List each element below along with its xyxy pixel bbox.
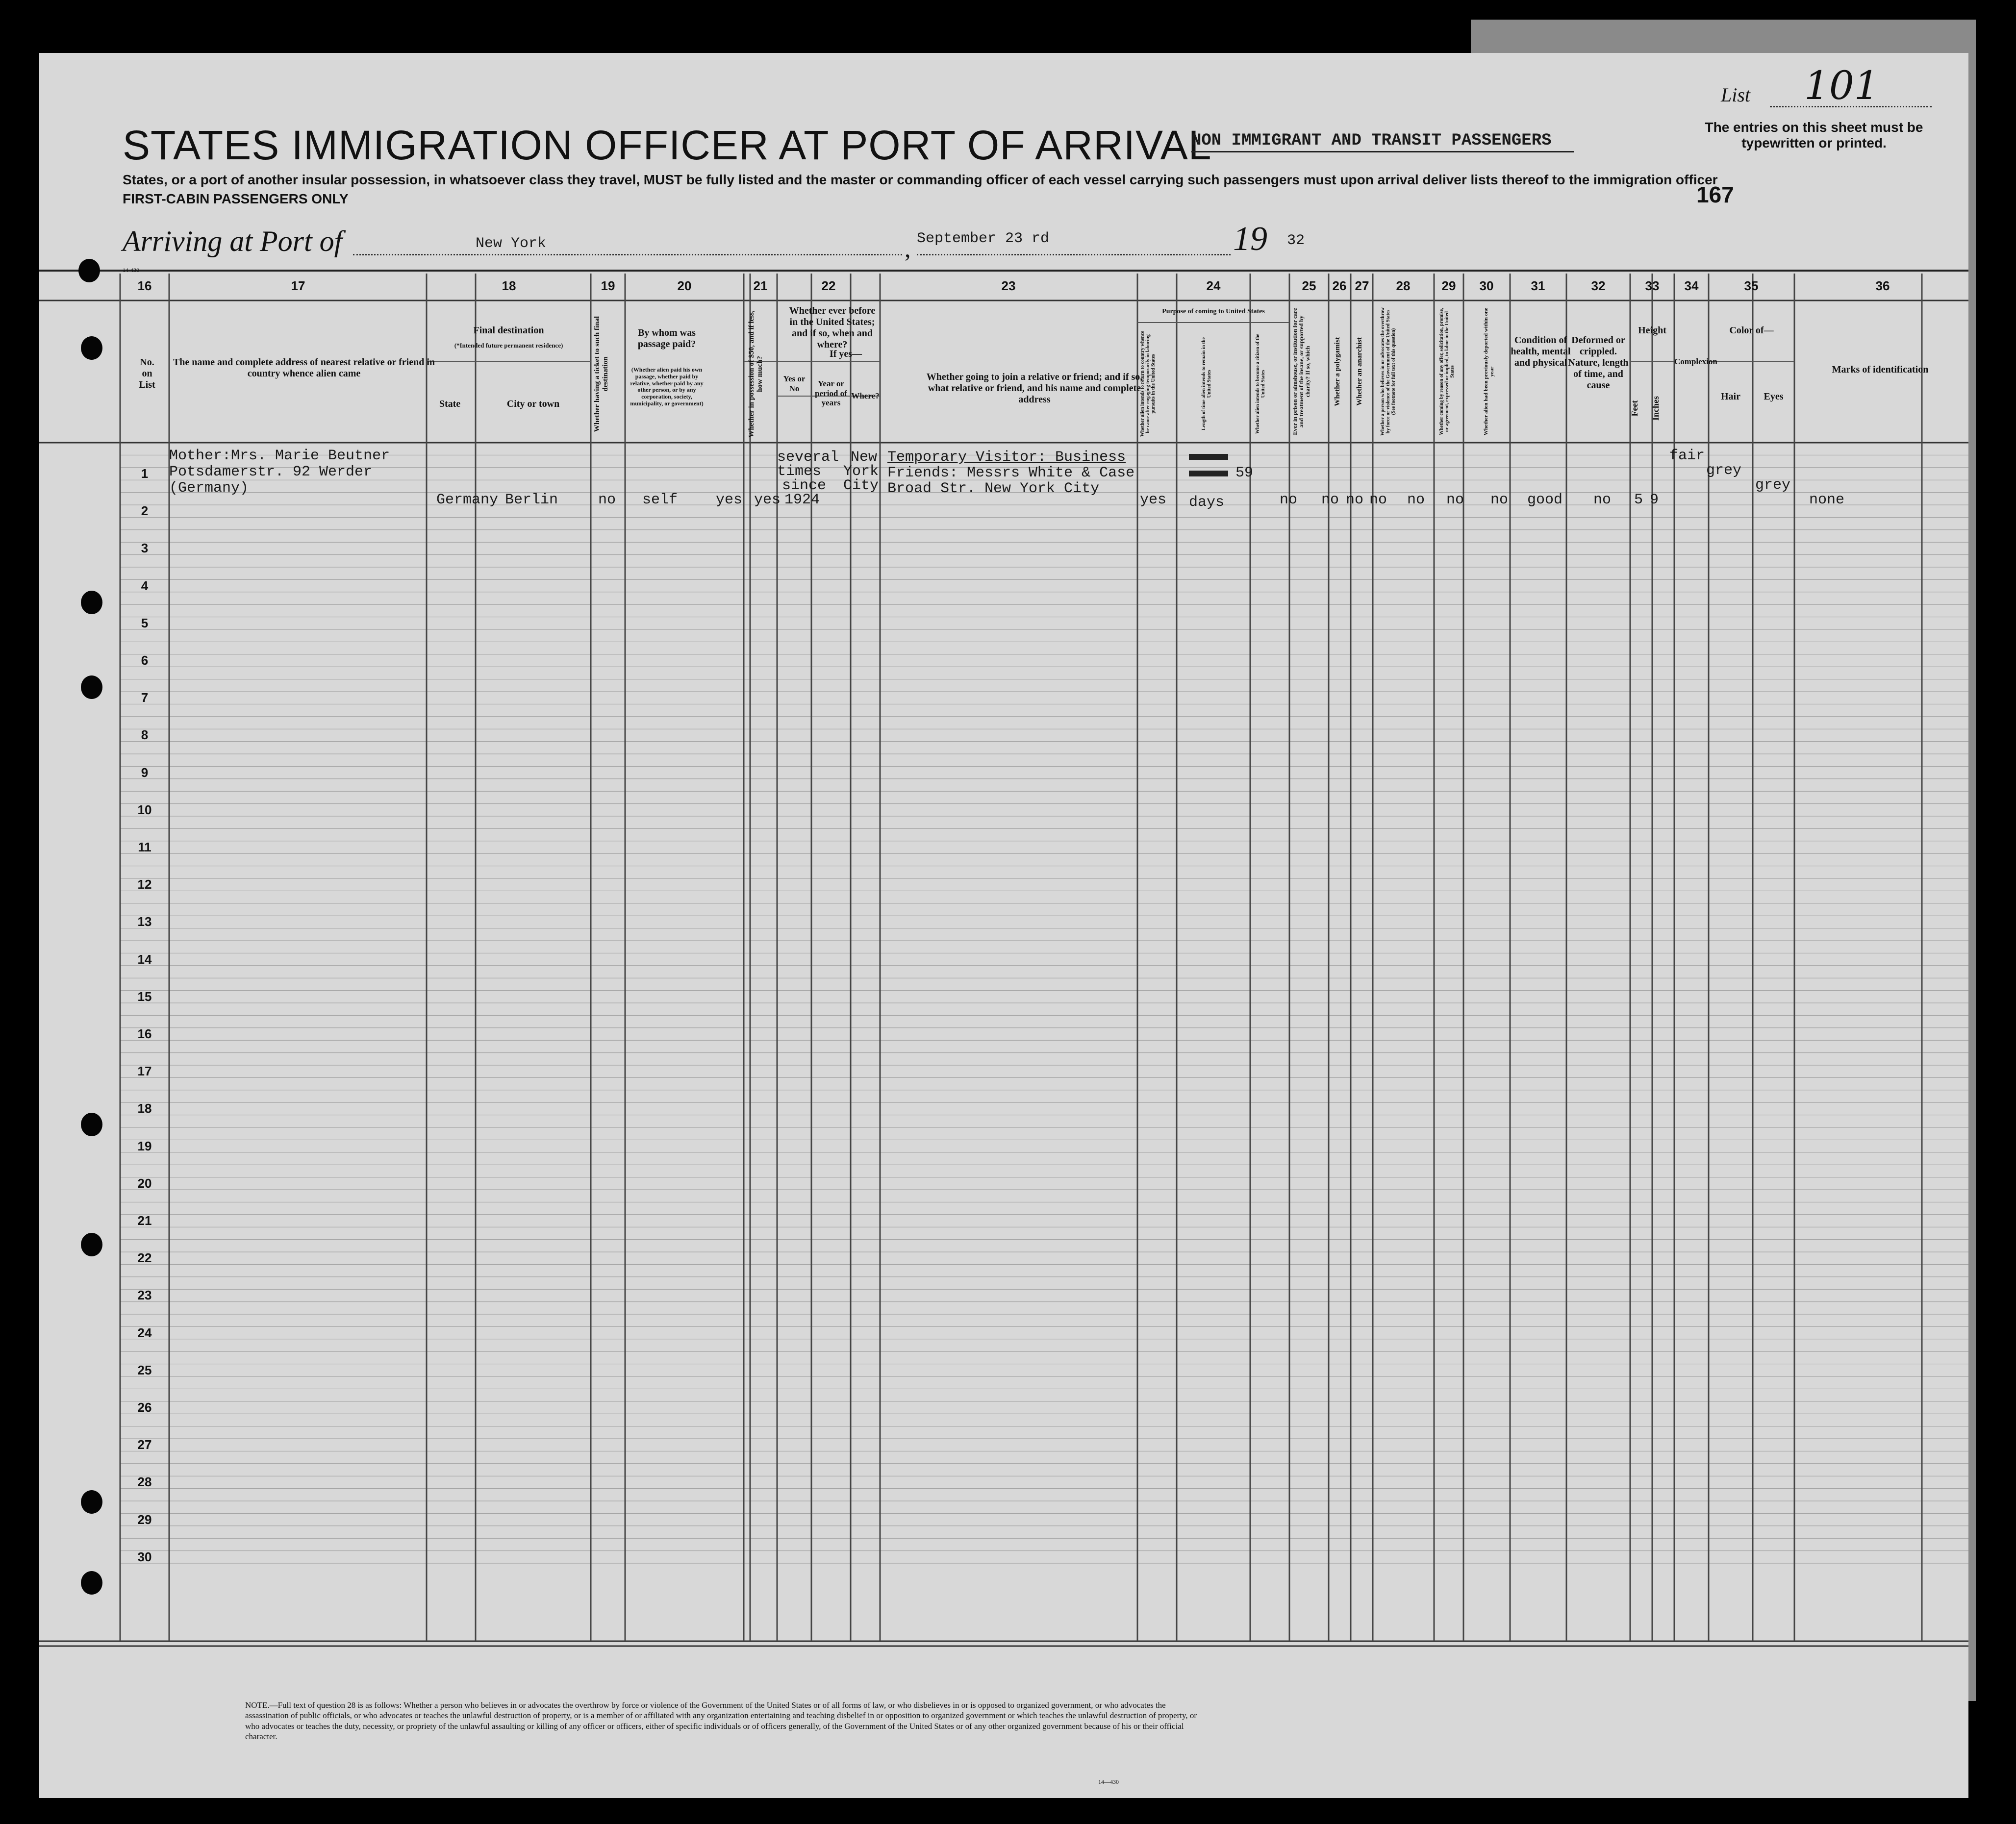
entry-anarchist: no bbox=[1369, 492, 1387, 508]
row-number: 24 bbox=[137, 1325, 152, 1340]
entry-period-1: several bbox=[777, 449, 839, 466]
column-number: 30 bbox=[1479, 278, 1494, 293]
column-number: 28 bbox=[1396, 278, 1411, 293]
port-value: New York bbox=[476, 235, 547, 252]
list-label: List bbox=[1721, 84, 1751, 106]
table-grid bbox=[39, 53, 1968, 1798]
col18-state: State bbox=[439, 399, 461, 409]
col22-ifyes: If yes— bbox=[829, 349, 862, 359]
entry-length-value: 59 bbox=[1235, 465, 1254, 481]
row-number: 20 bbox=[137, 1175, 152, 1191]
entry-marks: none bbox=[1809, 492, 1845, 508]
column-number: 29 bbox=[1441, 278, 1456, 293]
col22-year: Year or period of years bbox=[815, 379, 847, 408]
col22-header: Whether ever before in the United States; and if so, when and where? bbox=[789, 305, 876, 350]
punch-hole bbox=[81, 591, 102, 614]
punch-hole bbox=[81, 1113, 102, 1136]
row-number: 21 bbox=[137, 1213, 152, 1228]
col23-header: Whether going to join a relative or friend; and if so, what relative or friend, and his name and complete address bbox=[926, 372, 1143, 405]
row-number: 8 bbox=[141, 727, 149, 743]
column-number: 36 bbox=[1875, 278, 1890, 293]
cabin-class: FIRST-CABIN PASSENGERS ONLY bbox=[123, 191, 349, 206]
row-number: 6 bbox=[141, 653, 149, 668]
entry-complexion: fair bbox=[1669, 448, 1705, 464]
row-number: 7 bbox=[141, 690, 149, 705]
page-number: 167 bbox=[1696, 182, 1734, 207]
entry-citizen: no bbox=[1280, 492, 1298, 508]
entry-hair: grey bbox=[1706, 462, 1742, 479]
row-number: 9 bbox=[141, 765, 149, 780]
entry-relative-line3: (Germany) bbox=[169, 480, 249, 497]
col30-header: Whether alien had been previously deported within one year bbox=[1483, 307, 1495, 436]
entry-paid-by: self bbox=[642, 492, 678, 508]
column-number: 33 bbox=[1645, 278, 1660, 293]
punch-hole bbox=[81, 1571, 102, 1595]
comma: , bbox=[905, 235, 911, 262]
year-prefix: 19 bbox=[1233, 220, 1267, 258]
row-number: 17 bbox=[137, 1064, 152, 1079]
row-number: 26 bbox=[137, 1400, 152, 1415]
date-value: September 23 rd bbox=[917, 230, 1050, 247]
col21-header: Whether in possession of $50, and if less, how much? bbox=[748, 310, 764, 438]
col27-header: Whether an anarchist bbox=[1356, 337, 1363, 406]
column-number: 17 bbox=[291, 278, 305, 293]
year-suffix: 32 bbox=[1287, 232, 1305, 249]
column-number: 25 bbox=[1302, 278, 1316, 293]
entry-overthrow: no bbox=[1407, 492, 1425, 508]
column-number: 27 bbox=[1355, 278, 1369, 293]
row-number: 22 bbox=[137, 1250, 152, 1266]
entry-deported: no bbox=[1490, 492, 1509, 508]
entry-city: Berlin bbox=[505, 492, 558, 508]
row-number: 18 bbox=[137, 1101, 152, 1116]
entry-polygamist: no bbox=[1346, 492, 1364, 508]
column-number: 34 bbox=[1684, 278, 1699, 293]
row-number: 4 bbox=[141, 578, 149, 593]
col19-header: Whether having a ticket to such final destination bbox=[593, 316, 609, 432]
column-number: 26 bbox=[1332, 278, 1347, 293]
col24a-header: Whether alien intends to return to country whence he came after engaging temporarily in laboring pursuits in the United States bbox=[1140, 331, 1156, 437]
row-number: 5 bbox=[141, 615, 149, 630]
entry-feet: 5 bbox=[1634, 492, 1643, 508]
entry-where-3: City bbox=[843, 477, 879, 494]
footnote: NOTE.—Full text of question 28 is as follows: Whether a person who believes in or advocates the overthrow by force or violence of the Government of the United States or of all forms of law, or who disbelieves in or is opposed to organized government, or who advocates the assassination of public officials, or who advocates or teaches the unlawful destruction of property, or is a member of or affiliated with any organization entertaining and teaching disbelief in or opposition to organized government or which teaches the unlawful destruction of property, or who advocates or teaches the duty, necessity, or propriety of the unlawful assaulting or killing of any officer or officers, either of specific individuals or of officers generally, of the Government of the United States or of any other organized government because of his or their official character. bbox=[245, 1700, 1197, 1741]
col20-header: By whom was passage paid? bbox=[637, 327, 696, 350]
row-number: 13 bbox=[137, 914, 152, 929]
row-number: 28 bbox=[137, 1474, 152, 1490]
col17-header: The name and complete address of nearest relative or friend in country whence alien came bbox=[173, 357, 435, 379]
class-label: NON IMMIGRANT AND TRANSIT PASSENGERS bbox=[1191, 131, 1552, 150]
col25-header: Ever in prison or almshouse, or institution for care and treatment of the insane, or supported by charity? If so, which bbox=[1291, 308, 1311, 435]
col24c-header: Whether alien intends to become a citizen of the United States bbox=[1255, 333, 1266, 434]
punch-hole bbox=[81, 1233, 102, 1256]
strikethrough-mark bbox=[1189, 454, 1228, 460]
row-number: 1 bbox=[141, 466, 149, 481]
column-number: 21 bbox=[753, 278, 768, 293]
col24-header: Purpose of coming to United States bbox=[1162, 308, 1265, 315]
col35-header: Color of— bbox=[1729, 325, 1774, 336]
entry-prison: no bbox=[1321, 492, 1339, 508]
entry-offer-labor: no bbox=[1446, 492, 1464, 508]
entry-period-4: 1924 bbox=[784, 492, 820, 508]
col26-header: Whether a polygamist bbox=[1334, 337, 1341, 406]
entry-relative-line1: Mother:Mrs. Marie Beutner bbox=[169, 448, 390, 464]
col33-inches: Inches bbox=[1651, 396, 1661, 421]
row-number: 16 bbox=[137, 1026, 152, 1041]
col22-yesno: Yes or No bbox=[783, 374, 806, 393]
entry-relative-line2: Potsdamerstr. 92 Werder bbox=[169, 464, 373, 480]
column-number: 22 bbox=[821, 278, 836, 293]
col22-where: Where? bbox=[851, 391, 880, 400]
footnote-code: 14—430 bbox=[1098, 1778, 1119, 1785]
col35-eyes: Eyes bbox=[1764, 391, 1784, 402]
form-title: STATES IMMIGRATION OFFICER AT PORT OF ARRIVAL bbox=[123, 122, 1212, 168]
row-number: 29 bbox=[137, 1512, 152, 1527]
column-number: 24 bbox=[1206, 278, 1221, 293]
entry-deformed: no bbox=[1593, 492, 1612, 508]
col24b-header: Length of time alien intends to remain in the United States bbox=[1201, 337, 1212, 430]
strikethrough-mark bbox=[1189, 471, 1228, 476]
col18-city: City or town bbox=[506, 399, 560, 409]
entry-period-2: times bbox=[777, 463, 822, 480]
entry-has-50: yes bbox=[716, 492, 743, 508]
entry-length-unit: days bbox=[1189, 494, 1225, 511]
column-number: 20 bbox=[677, 278, 692, 293]
entry-where-2: York bbox=[843, 463, 879, 480]
col18-subheader: (*Intended future permanent residence) bbox=[454, 342, 563, 349]
row-number: 27 bbox=[137, 1437, 152, 1452]
entry-join-2: Friends: Messrs White & Case bbox=[887, 465, 1135, 481]
column-number: 16 bbox=[137, 278, 152, 293]
entry-ticket: no bbox=[598, 492, 616, 508]
col18-header: Final destination bbox=[473, 325, 544, 336]
punch-hole bbox=[81, 1490, 102, 1514]
column-number: 18 bbox=[502, 278, 516, 293]
entry-state: Germany bbox=[436, 492, 499, 508]
row-number: 25 bbox=[137, 1362, 152, 1377]
entry-return: yes bbox=[1140, 492, 1167, 508]
col35-hair: Hair bbox=[1721, 391, 1740, 402]
row-number: 15 bbox=[137, 989, 152, 1004]
col32-header: Deformed or crippled. Nature, length of time, and cause bbox=[1568, 335, 1629, 391]
entry-period-3: since bbox=[782, 477, 827, 494]
punch-hole bbox=[81, 675, 102, 699]
column-number: 19 bbox=[601, 278, 615, 293]
col33-header: Height bbox=[1638, 325, 1666, 336]
form-instructions: States, or a port of another insular possession, in whatsoever class they travel, MUST be fully listed and the master or commanding officer of each vessel carrying such passengers must upon arrival deliver lists thereof to the immigration officer bbox=[123, 172, 1718, 187]
row-number: 10 bbox=[137, 802, 152, 817]
row-number: 14 bbox=[137, 951, 152, 967]
form-code: 14-430 bbox=[123, 267, 139, 274]
col28-header: Whether a person who believes in or advocates the overthrow by force or violence of the Government of the United States (See footnote for full text of this question) bbox=[1380, 307, 1396, 436]
entry-join-1: Temporary Visitor: Business bbox=[887, 449, 1126, 466]
col33-feet: Feet bbox=[1630, 400, 1639, 417]
row-number: 3 bbox=[141, 541, 149, 556]
col20-subheader: (Whether alien paid his own passage, whether paid by relative, whether paid by any other person, or by any corporation, society, municipality, or government) bbox=[630, 366, 704, 407]
col29-header: Whether coming by reason of any offer, solicitation, promise, or agreement, expressed or implied, to labor in the United States bbox=[1439, 308, 1455, 435]
row-number: 12 bbox=[137, 877, 152, 892]
col34-header: Complexion bbox=[1674, 357, 1717, 366]
row-number: 23 bbox=[137, 1288, 152, 1303]
row-number: 11 bbox=[138, 840, 151, 854]
punch-hole bbox=[81, 336, 102, 360]
punch-hole bbox=[78, 259, 100, 282]
arriving-label: Arriving at Port of bbox=[123, 225, 343, 257]
row-number: 19 bbox=[137, 1138, 152, 1153]
entry-where-1: New bbox=[851, 449, 878, 466]
typewritten-note: The entries on this sheet must be typewritten or printed. bbox=[1705, 120, 1923, 150]
entry-inches: 9 bbox=[1650, 492, 1659, 508]
column-number: 23 bbox=[1001, 278, 1016, 293]
col36-header: Marks of identification bbox=[1832, 364, 1929, 375]
entry-eyes: grey bbox=[1755, 477, 1791, 494]
entry-health: good bbox=[1527, 492, 1563, 508]
col16-header: No. on List bbox=[139, 357, 155, 390]
entry-join-3: Broad Str. New York City bbox=[887, 480, 1100, 497]
column-number: 32 bbox=[1591, 278, 1606, 293]
entry-before: yes bbox=[754, 492, 781, 508]
manifest-sheet bbox=[39, 53, 1968, 1798]
column-number: 35 bbox=[1744, 278, 1759, 293]
list-number: 101 bbox=[1804, 63, 1879, 108]
row-number: 2 bbox=[141, 503, 149, 519]
col31-header: Condition of health, mental and physical bbox=[1511, 335, 1571, 368]
column-number: 31 bbox=[1531, 278, 1545, 293]
row-number: 30 bbox=[137, 1549, 152, 1564]
